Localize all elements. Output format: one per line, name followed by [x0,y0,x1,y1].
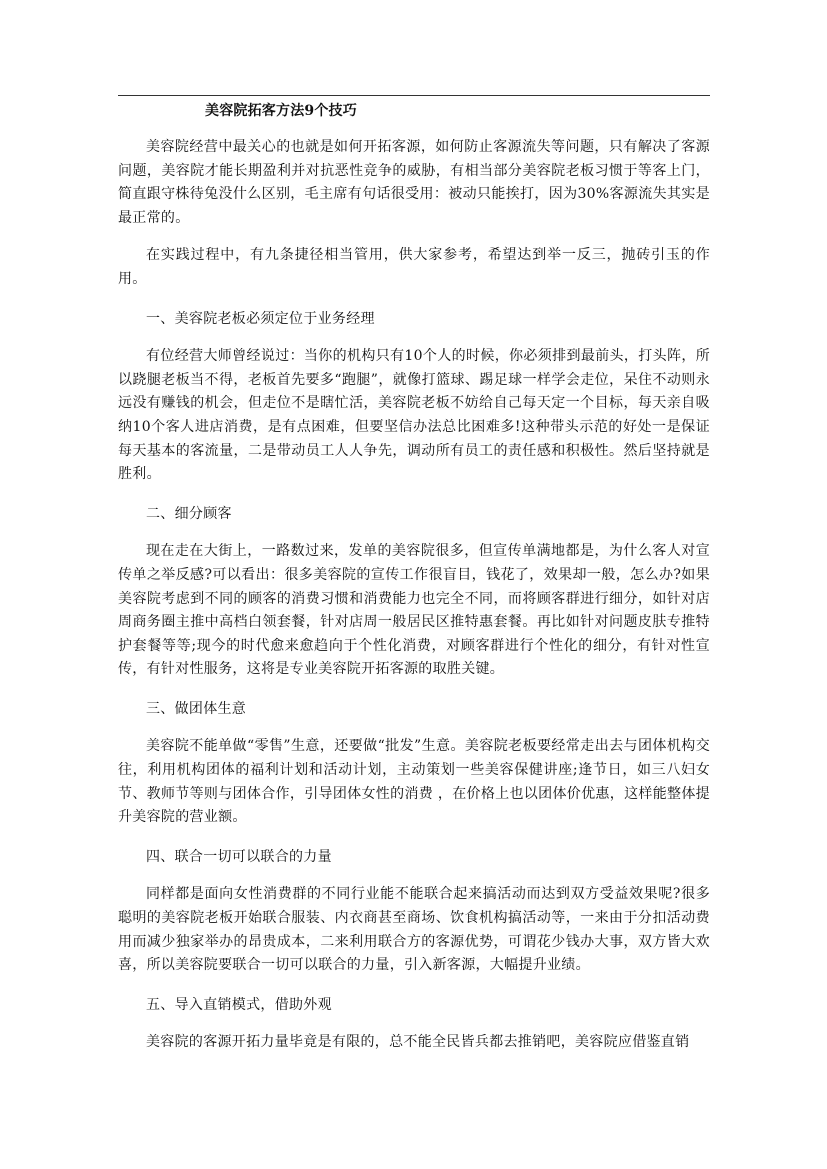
section-paragraph-1: 有位经营大师曾经说过：当你的机构只有10个人的时候，你必须排到最前头，打头阵，所以跷腿老板当不得，老板首先要多“跑腿”，就像打篮球、踢足球一样学会走位，呆住不动则永远没有赚钱的机会，但走位不是瞎忙活，美容院老板不妨给自己每天定一个目标，每天亲自吸纳10个客人进店消费，是有点困难，但要坚信办法总比困难多!这种带头示范的好处一是保证每天基本的客流量，二是带动员工人人争先，调动所有员工的责任感和积极性。然后坚持就是胜利。 [118,348,710,483]
section-heading-4: 四、联合一切可以联合的力量 [146,848,332,865]
section-paragraph-4: 同样都是面向女性消费群的不同行业能不能联合起来搞活动而达到双方受益效果呢?很多聪明的美容院老板开始联合服装、内衣商甚至商场、饮食机构搞活动等，一来由于分扣活动费用而减少独家举办的昂贵成本，二来利用联合方的客源优势，可谓花少钱办大事，双方皆大欢喜，所以美容院要联合一切可以联合的力量，引入新客源，大幅提升业绩。 [118,886,710,974]
intro-paragraph-2: 在实践过程中，有九条捷径相当管用，供大家参考，希望达到举一反三，抛砖引玉的作用。 [118,247,710,287]
section-heading-3: 三、做团体生意 [146,700,247,717]
header-rule [118,95,710,96]
section-heading-5: 五、导入直销模式，借助外观 [146,996,332,1013]
section-heading-2: 二、细分顾客 [146,505,232,522]
section-paragraph-5: 美容院的客源开拓力量毕竟是有限的，总不能全民皆兵都去推销吧，美容院应借鉴直销 [146,1034,690,1051]
document-title: 美容院拓客方法9个技巧 [205,103,357,119]
document-body [118,100,710,1055]
intro-paragraph: 美容院经营中最关心的也就是如何开拓客源，如何防止客源流失等问题，只有解决了客源问题，美容院才能长期盈利并对抗恶性竞争的威胁，有相当部分美容院老板习惯于等客上门，简直跟守株待兔没什么区别，毛主席有句话很受用：被动只能挨打，因为30%客源流失其实是最正常的。 [118,139,710,226]
section-paragraph-2: 现在走在大街上，一路数过来，发单的美容院很多，但宣传单满地都是，为什么客人对宣传单之举反感?可以看出：很多美容院的宣传工作很盲目，钱花了，效果却一般，怎么办?如果美容院考虑到不同的顾客的消费习惯和消费能力也完全不同，而将顾客群进行细分，如针对店周商务圈主推中高档白领套餐，针对店周一般居民区推特惠套餐。再比如针对问题皮肤专推特护套餐等等;现今的时代愈来愈趋向于个性化消费，对顾客群进行个性化的细分，有针对性宣传，有针对性服务，这将是专业美容院开拓客源的取胜关键。 [118,543,710,678]
section-heading-1: 一、美容院老板必须定位于业务经理 [146,310,375,327]
section-paragraph-3: 美容院不能单做“零售”生意，还要做“批发”生意。美容院老板要经常走出去与团体机构交往，利用机构团体的福利计划和活动计划，主动策划一些美容保健讲座;逢节日，如三八妇女节、教师节等则与团体合作，引导团体女性的消费 ，在价格上也以团体价优惠，这样能整体提升美容院的营业额。 [118,738,710,826]
